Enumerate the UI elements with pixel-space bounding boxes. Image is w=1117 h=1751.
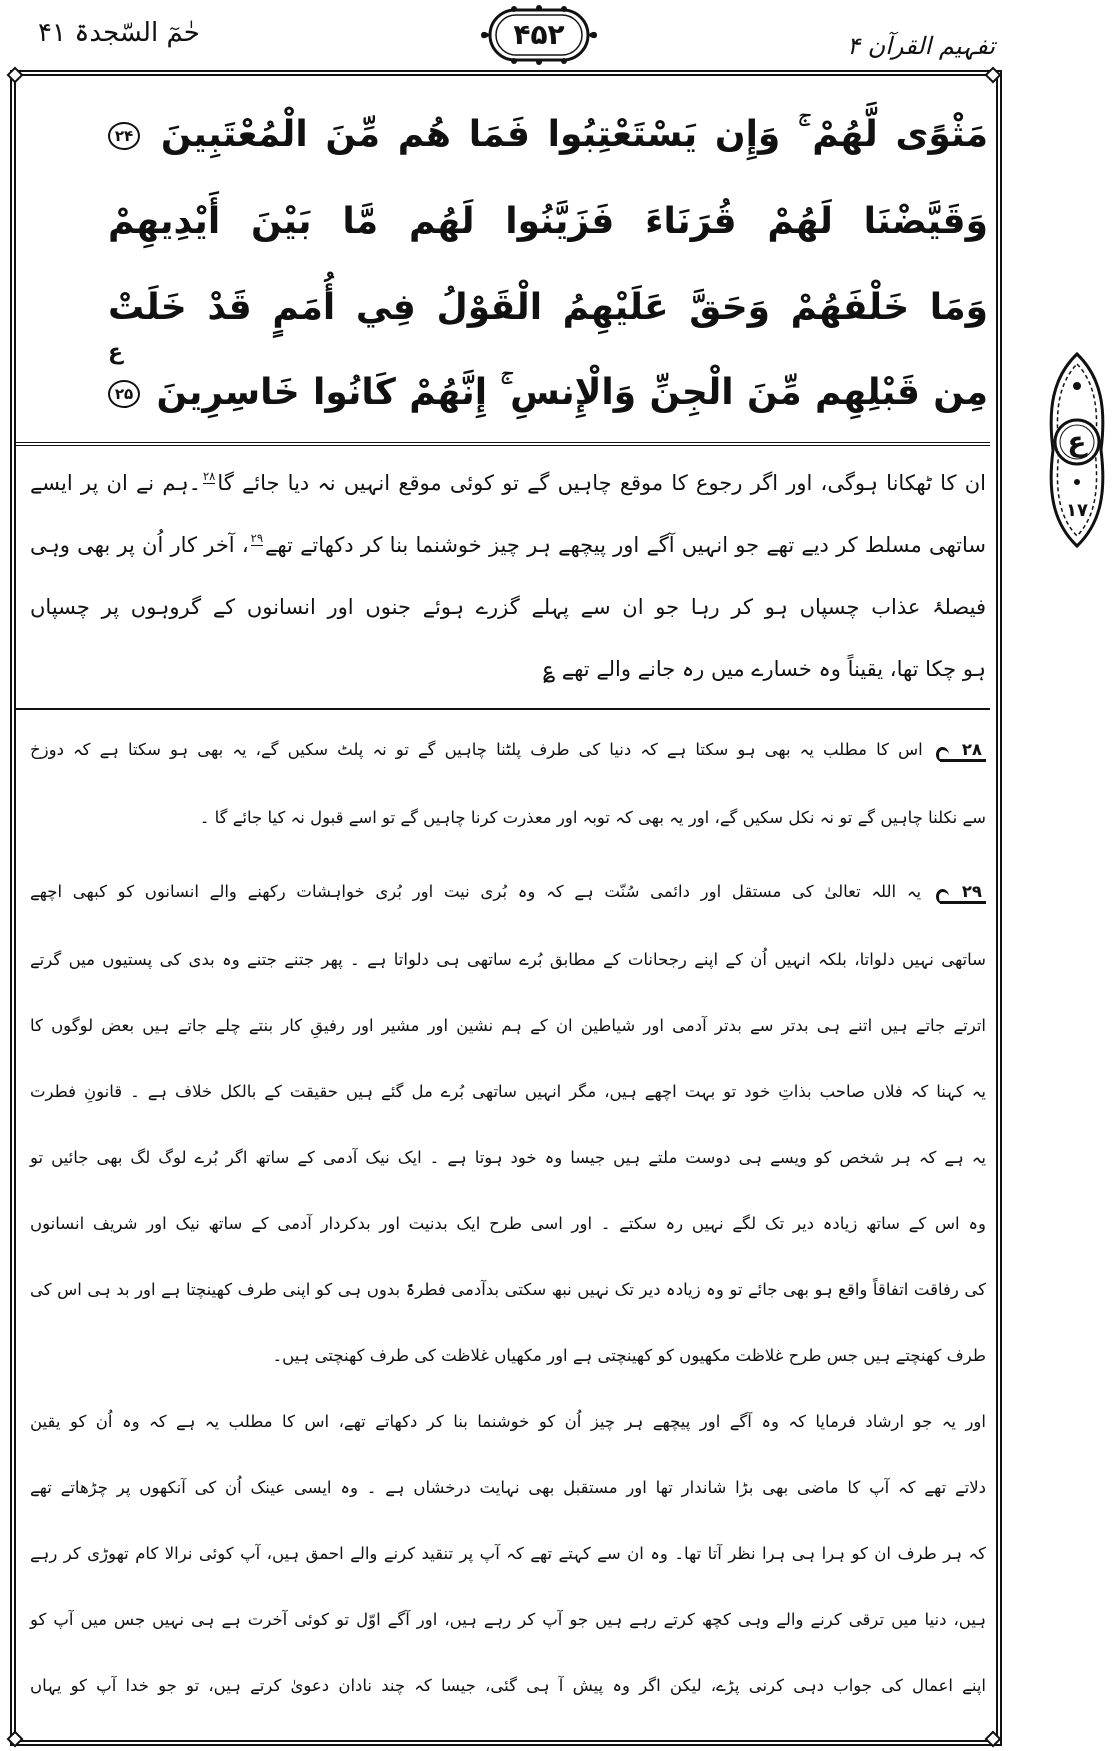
verse-text: وَقَيَّضْنَا لَهُمْ قُرَنَاءَ فَزَيَّنُوا لَهُم مَّا بَيْنَ أَيْدِيهِمْ (108, 200, 988, 242)
footnote-text: یہ کہنا کہ فلاں صاحب بذاتِ خود تو بہت اچھے ہیں، مگر انہیں ساتھی بُرے مل گئے ہیں حقیقت کے بالکل خلاف ہے ۔ قانونِ فطرت (30, 1081, 986, 1101)
footnote-line (26, 1124, 986, 1190)
translation-text: ان کا ٹھکانا ہوگی، اور اگر رجوع کا موقع چاہیں گے تو کوئی موقع انہیں نہ دیا جائے گا (217, 471, 986, 495)
page-number-ornament (474, 4, 604, 66)
footnote-line (26, 926, 986, 992)
footnote-text: ہیں، دنیا میں ترقی کرنے والے وہی کچھ کرتے رہے ہیں جو آپ کر رہے ہیں، اور آگے اوّل تو کوئی آخرت ہے ہی نہیں جس میں آپ کو (30, 1609, 986, 1629)
footnote-line (26, 1256, 986, 1322)
ruku-number: ۱۷ (1066, 500, 1088, 521)
footnote-line (26, 1058, 986, 1124)
footnote-text: ساتھی نہیں دلواتا، بلکہ انہیں اُن کے اپنے رجحانات کے مطابق بُرے ساتھی ہی دلواتا ہے ۔ پھر جتنے جتنے وہ بدی کی پستیوں میں گرتے (30, 949, 986, 969)
verse-text: مِن قَبْلِهِم مِّنَ الْجِنِّ وَالْإِنسِ ۚ إِنَّهُمْ كَانُوا خَاسِرِينَ (156, 372, 988, 413)
verse-line (104, 92, 988, 178)
footnote-line (26, 1190, 986, 1256)
translation-text: ساتھی مسلط کر دیے تھے جو انہیں آگے اور پیچھے ہر چیز خوشنما بنا کر دکھاتے تھے (265, 533, 986, 557)
translation-line (26, 638, 986, 700)
translation-line (26, 452, 986, 514)
ayah-number: ۲۵ (108, 380, 140, 408)
page-number: ۴۵۲ (513, 18, 565, 51)
ayah-number: ۲۴ (108, 122, 140, 150)
footnote-text: اپنے اعمال کی جواب دہی کرنی پڑے، لیکن اگر وہ پیش آ ہی گئی، جیسا کہ چند نادان دعویٰ کرتے ہیں، تو جو خدا آپ کو یہاں (30, 1675, 986, 1695)
translation-text: فیصلۂ عذاب چسپاں ہو کر رہا جو ان سے پہلے گزرے ہوئے جنوں اور انسانوں کے گروہوں پر چسپاں (30, 595, 986, 619)
footnote-ref: ۲۸ (202, 468, 216, 483)
footnote-line (26, 1652, 986, 1718)
footnote-line (26, 1388, 986, 1454)
translation-text: ۔ہم نے ان پر ایسے (30, 471, 201, 495)
verse-text: وَمَا خَلْفَهُمْ وَحَقَّ عَلَيْهِمُ الْقَوْلُ فِي أُمَمٍ قَدْ خَلَتْ (108, 286, 988, 328)
footnotes (26, 718, 986, 1718)
verse-line (104, 178, 988, 264)
footnote-text: اس کا مطلب یہ بھی ہو سکتا ہے کہ دنیا کی طرف پلٹنا چاہیں گے تو نہ پلٹ سکیں گے، یہ بھی ہو سکتا ہے کہ دوزخ (30, 740, 923, 759)
footnote-text: کی رفاقت اتفاقاً واقع ہو بھی جائے تو وہ زیادہ دیر تک نہیں نبھ سکتی بدآدمی فطرۃً بدوں ہی کو اپنی طرف کھینچتا ہے اور بد ہی اس کی (30, 1279, 986, 1299)
footnote-number: ۲۸ (940, 740, 986, 762)
footnote-ref: ۲۹ (250, 530, 264, 545)
divider (16, 708, 990, 710)
footnote-line (26, 718, 986, 784)
footnote-text: یہ اللہ تعالیٰ کی مستقل اور دائمی سُنّت ہے کہ وہ بُری نیت اور بُری خواہشات رکھنے والے انسانوں کو کبھی اچھے (30, 882, 922, 901)
footnote-line (26, 1322, 986, 1388)
ruku-sign: ع (108, 340, 124, 365)
frame-corner-ornament (984, 66, 1002, 84)
footnote-text: اور یہ جو ارشاد فرمایا کہ وہ آگے اور پیچھے ہر چیز اُن کو خوشنما بنا کر دکھاتے تھے، اس کا مطلب یہ ہے کہ وہ اُن کو یقین (30, 1411, 986, 1431)
footnote-line (26, 860, 986, 926)
verse-line (104, 350, 988, 436)
surah-header: حٰمٓ السّجدۃ ۴۱ (38, 18, 200, 48)
translation-text: ، آخر کار اُن پر بھی وہی (29, 533, 249, 557)
translation-text: ہو چکا تھا، یقیناً وہ خسارے میں رہ جانے والے تھے ؏ (542, 657, 986, 681)
ruku-letter: ع (1067, 425, 1087, 458)
footnote-text: یہ ہے کہ ہر شخص کو ویسے ہی دوست ملتے ہیں جیسا وہ خود ہوتا ہے ۔ ایک نیک آدمی کے ساتھ اگر بُرے لوگ لگ بھی جائیں تو (30, 1147, 986, 1167)
footnote-line (26, 784, 986, 850)
frame-corner-ornament (984, 1730, 1002, 1748)
verse-line (104, 264, 988, 350)
footnote-line (26, 992, 986, 1058)
footnote-text: سے نکلنا چاہیں گے تو نہ نکل سکیں گے، اور یہ بھی کہ توبہ اور معذرت کرنا چاہیں گے تو اسے قبول نہ کیا جائے گا ۔ (199, 807, 986, 827)
footnote-line (26, 1520, 986, 1586)
footnote-number: ۲۹ (940, 882, 986, 904)
translation-line (26, 514, 986, 576)
verse-text: مَثْوًى لَّهُمْ ۚ وَإِن يَسْتَعْتِبُوا فَمَا هُم مِّنَ الْمُعْتَبِينَ (160, 114, 988, 155)
frame-corner-ornament (6, 66, 24, 84)
frame-corner-ornament (6, 1730, 24, 1748)
ruku-marker (1044, 350, 1110, 550)
footnote-line (26, 1454, 986, 1520)
footnote-text: وہ اس کے ساتھ زیادہ دیر تک لگے نہیں رہ سکتے ۔ اور اسی طرح ایک بدنیت اور بدکردار آدمی کے ساتھ نیک اور شریف انسانوں (30, 1213, 986, 1233)
footnote-text: دلاتے تھے کہ آپ کا ماضی بھی بڑا شاندار تھا اور مستقبل بھی نہایت درخشاں ہے ۔ وہ ایسی عینک اُن کی آنکھوں پر چڑھاتے تھے (30, 1477, 986, 1497)
arabic-verses (104, 92, 988, 436)
footnote-text: اترتے جاتے ہیں اتنے ہی بدتر سے بدتر آدمی اور شیاطین ان کے ہم نشین اور مشیر اور رفیقِ کار بنتے چلے جاتے ہیں بعض لوگوں کا (30, 1015, 986, 1035)
book-title-header: تفہیم القرآن ۴ (847, 32, 995, 60)
footnote-text: کہ ہر طرف ان کو ہرا ہی ہرا نظر آتا تھا۔ وہ ان سے کہتے تھے کہ آپ پر تنقید کرنے والے احمق ہیں، آپ کوئی نرالا کام تھوڑی کر رہے (30, 1543, 986, 1563)
footnote-line (26, 1586, 986, 1652)
divider (16, 442, 990, 446)
translation-line (26, 576, 986, 638)
footnote-text: طرف کھنچتے ہیں جس طرح غلاظت مکھیوں کو کھینچتی ہے اور مکھیاں غلاظت کی طرف کھنچتی ہیں۔ (272, 1345, 986, 1365)
urdu-translation (26, 452, 986, 700)
